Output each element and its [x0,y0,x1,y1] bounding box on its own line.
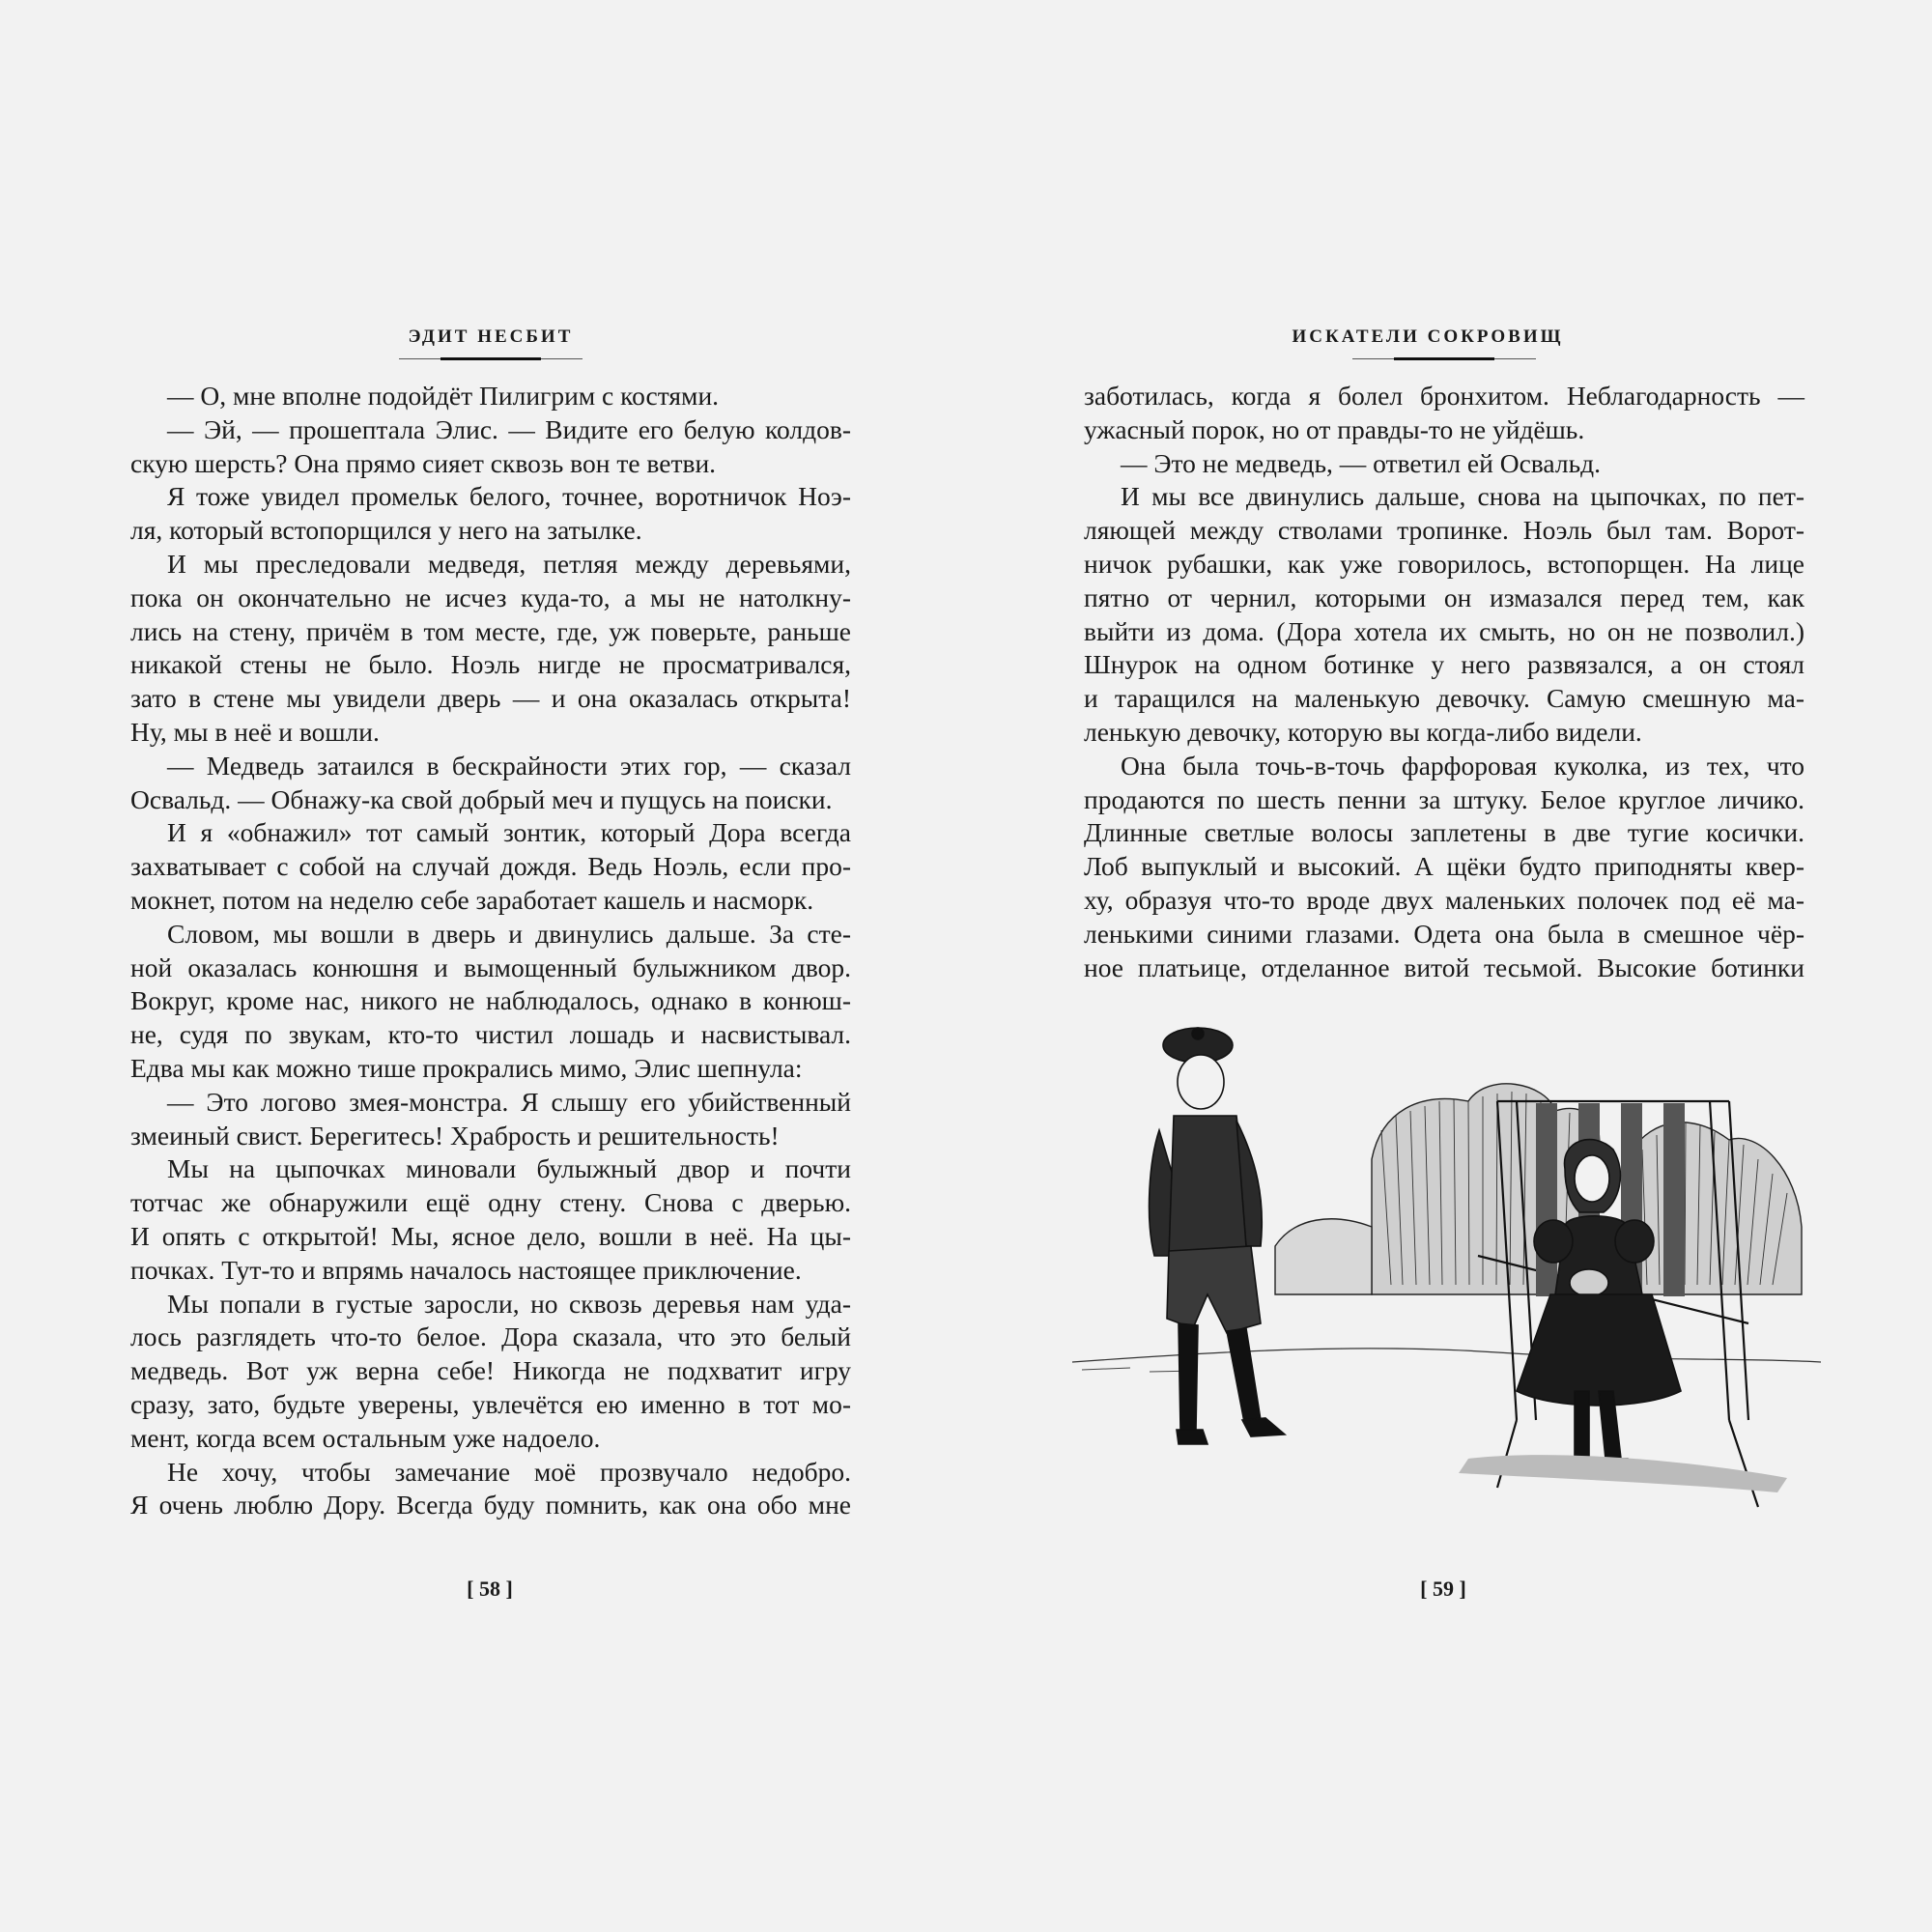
text-line: скую шерсть? Она прямо сияет сквозь вон те ветви. [130,447,717,478]
left-text-block [130,380,851,1522]
text-line: выйти из дома. (Дора хотела их смыть, но он не позволил.) [1084,615,1804,646]
text-line: Вокруг, кроме нас, никого не наблюдалось, однако в конюш- [130,985,851,1016]
text-line: Лоб выпуклый и высокий. А щёки будто приподняты квер- [1084,851,1804,882]
text-line: Освальд. — Обнажу-ка свой добрый меч и пущусь на поиски. [130,783,833,814]
right-page [966,0,1932,1932]
text-line: сразу, зато, будьте уверены, увлечётся ею именно в тот мо- [130,1388,851,1419]
text-line: И опять с открытой! Мы, ясное дело, вошли в неё. На цы- [130,1220,851,1251]
text-line: Длинные светлые волосы заплетены в две тугие косички. [1084,817,1804,848]
text-line: захватывает с собой на случай дождя. Ведь Ноэль, если про- [130,851,851,882]
text-line: ное платьице, отделанное витой тесьмой. Высокие ботинки [1084,952,1804,982]
text-line: не, судя по звукам, кто-то чистил лошадь и насвистывал. [130,1019,851,1050]
text-line: и таращился на маленькую девочку. Самую смешную ма- [1084,683,1804,714]
running-head-rule [399,358,582,359]
text-line: Я тоже увидел промельк белого, точнее, воротничок Ноэ- [167,481,851,512]
text-line: ляющей между стволами тропинке. Ноэль был там. Ворот- [1084,515,1804,546]
page-number-right: [ 59 ] [1420,1577,1466,1601]
running-head-title: ИСКАТЕЛИ СОКРОВИЩ [1292,327,1564,347]
text-line: почках. Тут-то и впрямь началось настоящее приключение. [130,1254,802,1285]
text-line: тотчас же обнаружили ещё одну стену. Снова с дверью. [130,1187,851,1218]
text-line: Я очень люблю Дору. Всегда буду помнить, как она обо мне [130,1490,851,1520]
text-line: продаются по шесть пенни за штуку. Белое круглое личико. [1084,783,1804,814]
text-line: И я «обнажил» тот самый зонтик, который Дора всегда [167,817,851,848]
text-line: Едва мы как можно тише прокрались мимо, Элис шепнула: [130,1052,803,1083]
text-line: Словом, мы вошли в дверь и двинулись дальше. За сте- [167,918,851,949]
right-text-block [1084,380,1804,984]
text-line: — Эй, — прошептала Элис. — Видите его белую колдов- [167,413,851,444]
text-line: заботилась, когда я болел бронхитом. Неблагодарность — [1084,381,1804,411]
text-line: пока он окончательно не исчез куда-то, а мы не натолкну- [130,582,851,612]
text-line: Не хочу, чтобы замечание моё прозвучало недобро. [167,1456,851,1487]
text-line: Ну, мы в неё и вошли. [130,716,380,747]
text-line: змеиный свист. Берегитесь! Храбрость и решительность! [130,1120,780,1151]
text-line: Мы на цыпочках миновали булыжный двор и почти [167,1153,851,1184]
text-line: — Это логово змея-монстра. Я слышу его убийственный [167,1086,851,1117]
running-head-author: ЭДИТ НЕСБИТ [408,327,574,347]
text-line: мокнет, потом на неделю себе заработает кашель и насморк. [130,884,814,915]
text-line: ничок рубашки, как уже говорилось, встопорщен. На лице [1084,548,1804,579]
text-line: пятно от чернил, которыми он измазался перед тем, как [1084,582,1804,612]
text-line: — Медведь затаился в бескрайности этих гор, — сказал [167,750,851,781]
text-line: никакой стены не было. Ноэль нигде не просматривался, [130,649,851,680]
text-line: И мы преследовали медведя, петляя между деревьями, [167,548,851,579]
page-number-left: [ 58 ] [467,1577,513,1601]
text-line: лось разглядеть что-то белое. Дора сказала, что это белый [130,1321,851,1352]
text-line: Шнурок на одном ботинке у него развязался, а он стоял [1084,649,1804,680]
text-line: — Это не медведь, — ответил ей Освальд. [1121,447,1602,478]
text-line: ленькую девочку, которую вы когда-либо видели. [1084,716,1642,747]
running-head-rule [1352,358,1536,359]
text-line: ля, который встопорщился у него на затылке. [130,515,642,546]
text-line: ужасный порок, но от правды-то не уйдёшь. [1084,413,1585,444]
text-line: Мы попали в густые заросли, но сквозь деревья нам уда- [167,1288,851,1319]
text-line: И мы все двинулись дальше, снова на цыпочках, по пет- [1121,481,1804,512]
text-line: ху, образуя что-то вроде двух маленьких полочек под её ма- [1084,884,1804,915]
text-line: лись на стену, причём в том месте, где, уж поверьте, раньше [130,615,851,646]
text-line: ленькими синими глазами. Одета она была в смешное чёр- [1084,918,1804,949]
text-line: зато в стене мы увидели дверь — и она оказалась открыта! [130,683,851,714]
engraving-boy-and-girl-in-deckchair-icon [1063,1005,1826,1546]
text-line: медведь. Вот уж верна себе! Никогда не подхватит игру [130,1355,851,1386]
text-line: мент, когда всем остальным уже надоело. [130,1422,601,1453]
text-line: — О, мне вполне подойдёт Пилигрим с костями. [167,381,720,411]
text-line: ной оказалась конюшня и вымощенный булыжником двор. [130,952,851,982]
text-line: Она была точь-в-точь фарфоровая куколка, из тех, что [1121,750,1804,781]
